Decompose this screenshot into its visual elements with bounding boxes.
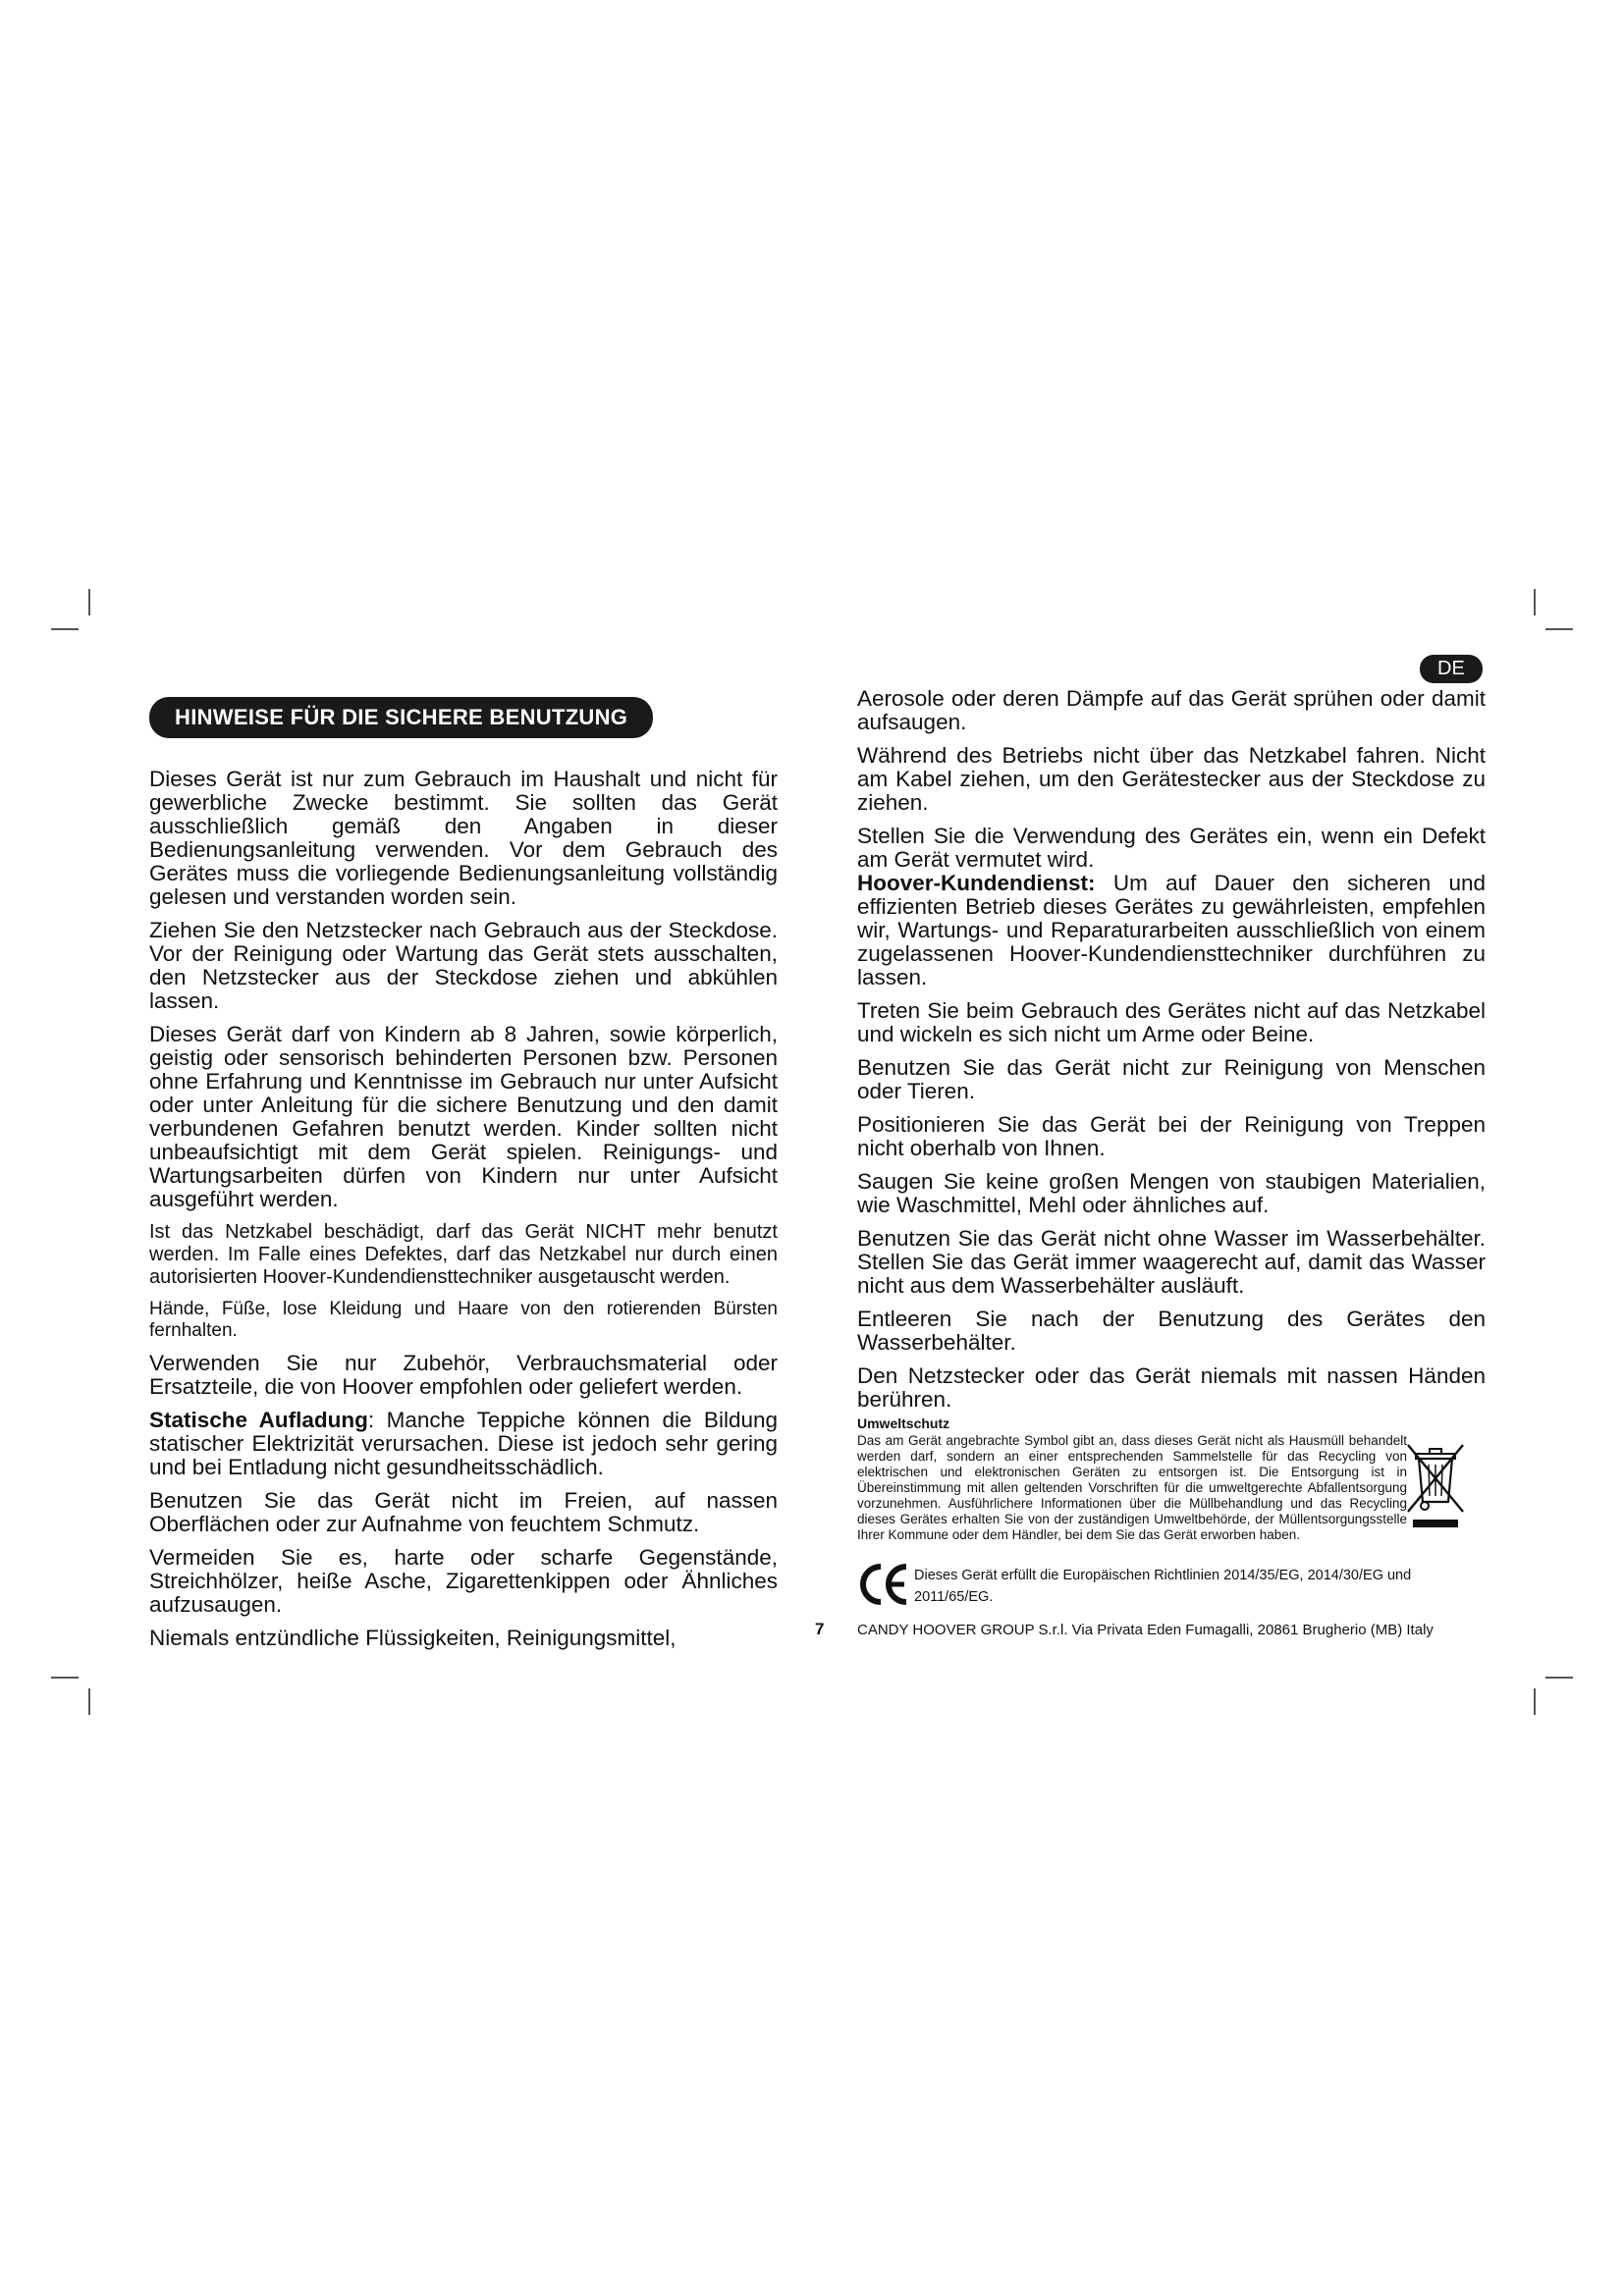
safety-paragraph: Während des Betriebs nicht über das Netzkabel fahren. Nicht am Kabel ziehen, um den Gerätestecker aus der Steckdose zu ziehen.: [857, 743, 1486, 815]
safety-paragraph: Vermeiden Sie es, harte oder scharfe Gegenstände, Streichhölzer, heiße Asche, Zigarettenkippen oder Ähnliches aufzusaugen.: [149, 1545, 778, 1617]
manufacturer-address: CANDY HOOVER GROUP S.r.l. Via Privata Eden Fumagalli, 20861 Brugherio (MB) Italy: [857, 1622, 1434, 1638]
crop-mark: [51, 628, 79, 630]
safety-paragraph: Niemals entzündliche Flüssigkeiten, Reinigungsmittel,: [149, 1626, 677, 1650]
left-column: [149, 687, 778, 1660]
safety-paragraph: Benutzen Sie das Gerät nicht ohne Wasser im Wasserbehälter. Stellen Sie das Gerät immer waagerecht auf, damit das Wasser nicht aus dem Wasserbehälter ausläuft.: [857, 1226, 1486, 1298]
page-number: 7: [815, 1620, 825, 1638]
safety-paragraph: Entleeren Sie nach der Benutzung des Gerätes den Wasserbehälter.: [857, 1307, 1486, 1355]
safety-paragraph: Benutzen Sie das Gerät nicht zur Reinigung von Menschen oder Tieren.: [857, 1055, 1486, 1103]
environment-text: Das am Gerät angebrachte Symbol gibt an, dass dieses Gerät nicht als Hausmüll behandelt werden darf, sondern an einer entsprechenden Sammelstelle für das Recycling von elektrischen und elektronischen Geräten zu entsorgen ist. Die Entsorgung ist in Übereinstimmung mit allen geltenden Vorschriften für die umweltgerechte Abfallentsorgung vorzunehmen. Ausführlichere Informationen über die Müllbehandlung und das Recycling dieses Gerätes erhalten Sie von der zuständigen Umweltbehörde, der Müllentsorgungsstelle Ihrer Kommune oder dem Händler, bei dem Sie das Gerät erworben haben.: [857, 1433, 1407, 1542]
safety-paragraph: Ziehen Sie den Netzstecker nach Gebrauch aus der Steckdose. Vor der Reinigung oder Wartung das Gerät stets ausschalten, den Netzstecker aus der Steckdose ziehen und abkühlen lassen.: [149, 918, 778, 1013]
safety-paragraph: Hände, Füße, lose Kleidung und Haare von den rotierenden Bürsten fernhalten.: [149, 1299, 778, 1341]
service-paragraph: [857, 872, 1486, 989]
service-lead: Hoover-Kundendienst:: [857, 871, 1096, 895]
safety-paragraph: Den Netzstecker oder das Gerät niemals mit nassen Händen berühren.: [857, 1363, 1486, 1412]
crop-mark: [88, 1688, 90, 1715]
section-title: HINWEISE FÜR DIE SICHERE BENUTZUNG: [149, 697, 653, 738]
crop-mark: [88, 589, 90, 615]
environment-title: Umweltschutz: [857, 1415, 950, 1431]
static-charge-text: : Manche Teppiche können die Bildung statischer Elektrizität verursachen. Diese ist jedoch sehr gering und bei Entladung nicht gesundheitsschädlich.: [149, 1408, 778, 1479]
service-text: Um auf Dauer den sicheren und effizienten Betrieb dieses Gerätes zu gewährleisten, empfehlen wir, Wartungs- und Reparaturarbeiten ausschließlich von einem zugelassenen Hoover-Kundendiensttechniker durchführen zu lassen.: [857, 871, 1486, 989]
crop-mark: [1534, 1688, 1536, 1715]
ce-conformity: [857, 1561, 1486, 1608]
safety-paragraph: Ist das Netzkabel beschädigt, darf das Gerät NICHT mehr benutzt werden. Im Falle eines Defektes, darf das Netzkabel nur durch einen autorisierten Hoover-Kundendiensttechniker ausgetauscht werden.: [149, 1221, 778, 1288]
safety-paragraph: Verwenden Sie nur Zubehör, Verbrauchsmaterial oder Ersatzteile, die von Hoover empfohlen oder geliefert werden.: [149, 1351, 778, 1399]
crop-mark: [51, 1677, 79, 1679]
right-column: [857, 687, 1486, 1638]
static-charge-paragraph: [149, 1409, 778, 1479]
safety-paragraph: Dieses Gerät darf von Kindern ab 8 Jahren, sowie körperlich, geistig oder sensorisch behinderten Personen bzw. Personen ohne Erfahrung und Kenntnisse im Gebrauch nur unter Aufsicht oder unter Anleitung für die sichere Benutzung und den damit verbundenen Gefahren benutzt werden. Kinder sollten nicht unbeaufsichtigt mit dem Gerät spielen. Reinigungs- und Wartungsarbeiten dürfen von Kindern nur unter Aufsicht ausgeführt werden.: [149, 1022, 778, 1211]
crop-mark: [1545, 1677, 1573, 1679]
ce-text: Dieses Gerät erfüllt die Europäischen Richtlinien 2014/35/EG, 2014/30/EG und 2011/65/EG.: [914, 1568, 1412, 1605]
crop-mark: [1534, 589, 1536, 615]
crop-mark: [1545, 628, 1573, 630]
safety-paragraph: Aerosole oder deren Dämpfe auf das Gerät sprühen oder damit aufsaugen.: [857, 686, 1486, 734]
safety-paragraph: Dieses Gerät ist nur zum Gebrauch im Haushalt und nicht für gewerbliche Zwecke bestimmt. Sie sollten das Gerät ausschließlich gemäß den Angaben in dieser Bedienungsanleitung verwenden. Vor dem Gebrauch des Gerätes muss die vorliegende Bedienungsanleitung vollständig gelesen und verstanden worden sein.: [149, 767, 778, 909]
language-badge: DE: [1420, 655, 1483, 683]
safety-paragraph: Stellen Sie die Verwendung des Gerätes ein, wenn ein Defekt am Gerät vermutet wird.: [857, 824, 1486, 872]
static-charge-lead: Statische Aufladung: [149, 1408, 368, 1432]
ce-mark-icon: [857, 1561, 912, 1608]
safety-paragraph: Saugen Sie keine großen Mengen von staubigen Materialien, wie Waschmittel, Mehl oder ähnliches auf.: [857, 1169, 1486, 1217]
safety-paragraph: Positionieren Sie das Gerät bei der Reinigung von Treppen nicht oberhalb von Ihnen.: [857, 1112, 1486, 1160]
safety-paragraph: Benutzen Sie das Gerät nicht im Freien, auf nassen Oberflächen oder zur Aufnahme von feuchtem Schmutz.: [149, 1488, 778, 1536]
safety-paragraph: Treten Sie beim Gebrauch des Gerätes nicht auf das Netzkabel und wickeln es sich nicht um Arme oder Beine.: [857, 998, 1486, 1046]
weee-crossed-bin-icon: [1405, 1441, 1466, 1529]
environment-section: [857, 1433, 1486, 1543]
